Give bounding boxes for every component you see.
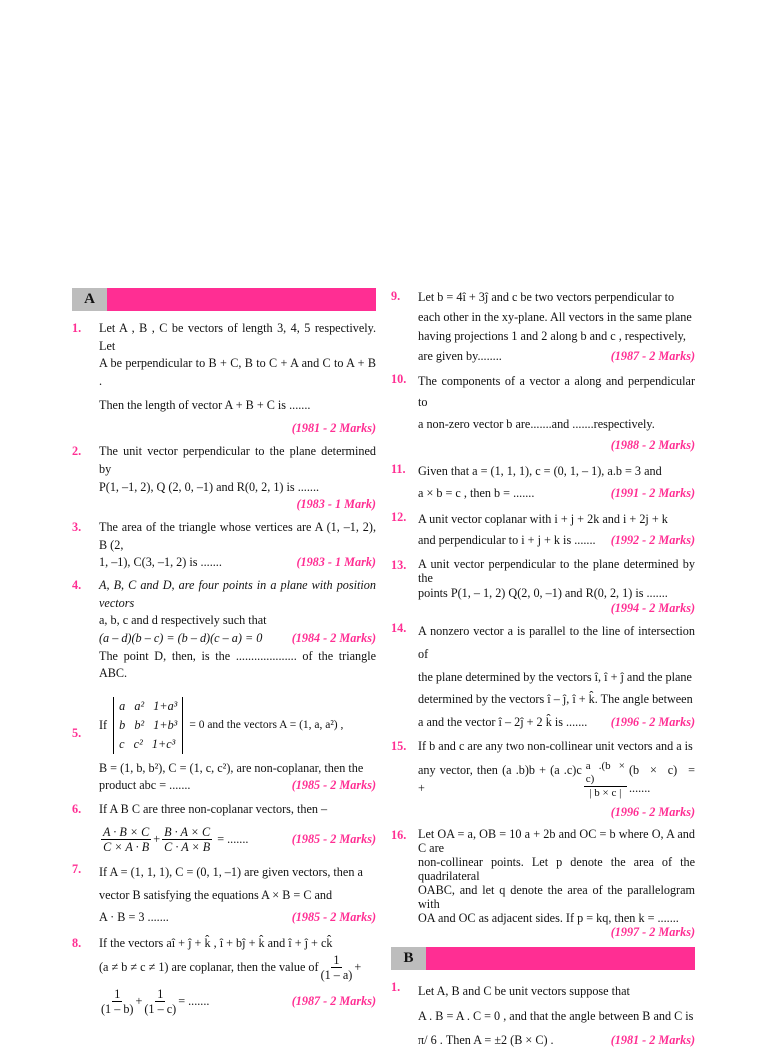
question-text: a, b, c and d respectively such that [99, 613, 267, 628]
plus-sign: + [135, 994, 143, 1009]
question-text: Then the length of vector A + B + C is ....... [99, 397, 311, 412]
fraction: $\frac{1}{(1 - a)}$ [320, 952, 353, 983]
fraction: $\frac{A \cdot B \times C}{C \times A \cdot B}$ [103, 824, 150, 855]
question-text: A be perpendicular to B + C, B to C + A and C to A + B . [99, 356, 376, 389]
marks-label: (1981 - 2 Marks) [610, 1033, 695, 1048]
question-1 [72, 320, 376, 438]
question-5 [72, 697, 376, 795]
question-9 [391, 288, 695, 366]
question-text: = ....... [217, 832, 249, 847]
fraction: $\frac{B \cdot A \times C}{C \cdot A \times B}$ [164, 824, 211, 855]
question-number: 16. [391, 828, 407, 843]
question-text: Given that a = (1, 1, 1), c = (0, 1, – 1), a.b = 3 and [418, 464, 662, 479]
plus-sign: + [354, 959, 362, 974]
marks-label: (1983 - 1 Mark) [296, 497, 376, 512]
question-4 [72, 577, 376, 683]
marks-label: (1987 - 2 Marks) [610, 348, 695, 363]
question-text: B = (1, b, b²), C = (1, c, c²), are non-coplanar, then the [99, 760, 364, 775]
question-number: 14. [391, 621, 407, 636]
question-text: 1, –1), C(3, –1, 2) is ....... [99, 555, 222, 570]
question-text: If [99, 717, 108, 732]
question-text: having projections 1 and 2 along b and c , respectively, [418, 329, 686, 344]
question-number: 1. [391, 980, 401, 995]
marks-label: (1988 - 2 Marks) [610, 438, 695, 453]
marks-label: (1985 - 2 Marks) [291, 778, 376, 793]
det-row: c c² 1+c³ [119, 736, 176, 751]
question-number: 12. [391, 510, 407, 525]
question-13 [391, 557, 695, 616]
question-text: A unit vector perpendicular to the plane determined by the [418, 556, 695, 586]
marks-label: (1983 - 1 Mark) [296, 555, 376, 570]
det-row: a a² 1+a³ [119, 699, 178, 714]
question-text: If A = (1, 1, 1), C = (0, 1, –1) are given vectors, then a [99, 865, 363, 880]
marks-label: (1984 - 2 Marks) [291, 631, 376, 645]
question-text: Let b = 4î + 3ĵ and c be two vectors perpendicular to [418, 290, 675, 304]
question-text: π/ 6 . Then A = ±2 (B × C) . [418, 1033, 554, 1048]
question-text: a × b = c , then b = ....... [418, 485, 535, 500]
question-text: The point D, then, is the .................... of the triangle ABC. [99, 648, 376, 681]
question-b1 [391, 979, 695, 1052]
marks-label: (1991 - 2 Marks) [610, 485, 695, 500]
question-text: The area of the triangle whose vertices are A (1, –1, 2), B (2, [99, 519, 376, 552]
question-15 [391, 738, 695, 822]
question-text: A . B = A . C = 0 , and that the angle between B and C is [418, 1008, 694, 1023]
question-text: product abc = ....... [99, 778, 191, 793]
question-16 [391, 827, 695, 939]
left-column [72, 288, 376, 1022]
question-text: If A B C are three non-coplanar vectors, then – [99, 802, 328, 817]
question-number: 13. [391, 557, 407, 572]
question-text: Let A, B and C be unit vectors suppose that [418, 984, 630, 999]
question-text: A · B = 3 ....... [99, 910, 169, 925]
question-text: a non-zero vector b are.......and .......respectively. [418, 416, 655, 431]
section-bar [426, 947, 695, 970]
determinant [113, 697, 183, 754]
fraction: $\frac{1}{(1 - b)}$ [101, 986, 134, 1017]
question-6 [72, 801, 376, 855]
right-column [391, 288, 695, 1058]
question-text: and perpendicular to i + j + k is ....... [418, 533, 596, 548]
question-number: 1. [72, 321, 82, 335]
question-text: OABC, and let q denote the area of the parallelogram with [418, 883, 695, 912]
question-number: 6. [72, 802, 82, 817]
question-text: The components of a vector a along and perpendicular to [418, 374, 695, 410]
question-text: any vector, then (a .b)b + (a .c)c + [418, 763, 582, 796]
question-7 [72, 861, 376, 929]
section-bar [107, 288, 376, 311]
question-text: The unit vector perpendicular to the plane determined by [99, 444, 376, 476]
question-number: 7. [72, 862, 82, 877]
plus-sign: + [153, 832, 161, 847]
question-text: non-collinear points. Let p denote the area of the quadrilateral [418, 855, 695, 884]
marks-label: (1987 - 2 Marks) [291, 994, 376, 1009]
question-8 [72, 935, 376, 1017]
question-text: (b × c) = ....... [628, 763, 695, 796]
fraction: $\frac{a .(b \times c)}{| b \times c |}$ [585, 759, 625, 800]
question-number: 3. [72, 519, 82, 534]
question-text: OA and OC as adjacent sides. If p = kq, then k = ....... [418, 911, 679, 926]
question-text: (a ≠ b ≠ c ≠ 1) are coplanar, then the value of [99, 959, 319, 974]
det-row: b b² 1+b³ [119, 717, 178, 732]
section-letter: B [391, 947, 426, 970]
marks-label: (1996 - 2 Marks) [610, 805, 695, 820]
equation: (a – d)(b – c) = (b – d)(c – a) = 0 [99, 631, 263, 645]
question-12 [391, 509, 695, 552]
question-text: determined by the vectors î – ĵ, î + k̂. The angle between [418, 692, 693, 707]
question-text: vector B satisfying the equations A × B = C and [99, 887, 333, 902]
marks-label: (1994 - 2 Marks) [610, 600, 695, 615]
marks-label: (1997 - 2 Marks) [610, 925, 695, 940]
question-text: the plane determined by the vectors î, î + ĵ and the plane [418, 669, 692, 684]
section-a-header [72, 288, 376, 311]
question-text: Let A , B , C be vectors of length 3, 4, 5 respectively. Let [99, 321, 376, 353]
question-text: are given by........ [418, 348, 502, 363]
question-3 [72, 519, 376, 572]
question-text: A, B, C and D, are four points in a plane with position vectors [99, 577, 376, 610]
question-number: 10. [391, 372, 407, 387]
question-number: 15. [391, 739, 407, 754]
question-text: points P(1, – 1, 2) Q(2, 0, –1) and R(0, 2, 1) is ....... [418, 586, 668, 601]
question-number: 2. [72, 444, 82, 459]
question-number: 11. [391, 462, 406, 477]
question-11 [391, 461, 695, 504]
question-text: A unit vector coplanar with i + j + 2k and i + 2j + k [418, 512, 668, 527]
marks-label: (1985 - 2 Marks) [291, 832, 376, 847]
question-text: = ....... [178, 994, 210, 1009]
question-text: Let OA = a, OB = 10 a + 2b and OC = b where O, A and C are [418, 827, 695, 856]
fraction: $\frac{1}{(1 - c)}$ [144, 986, 177, 1017]
marks-label: (1992 - 2 Marks) [610, 533, 695, 548]
question-2 [72, 443, 376, 514]
question-text: each other in the xy-plane. All vectors in the same plane [418, 309, 692, 324]
question-text: A nonzero vector a is parallel to the line of intersection of [418, 624, 695, 661]
marks-label: (1981 - 2 Marks) [291, 421, 376, 436]
question-number: 9. [391, 289, 401, 303]
question-14 [391, 620, 695, 733]
marks-label: (1996 - 2 Marks) [610, 714, 695, 729]
question-text: If b and c are any two non-collinear unit vectors and a is [418, 739, 693, 754]
question-text: a and the vector î – 2ĵ + 2 k̂ is ....... [418, 714, 588, 729]
question-10 [391, 371, 695, 456]
question-text: P(1, –1, 2), Q (2, 0, –1) and R(0, 2, 1) is ....... [99, 479, 320, 494]
section-letter: A [72, 288, 107, 311]
question-number: 8. [72, 935, 82, 950]
marks-label: (1985 - 2 Marks) [291, 910, 376, 925]
question-text: = 0 and the vectors A = (1, a, a²) , [189, 719, 344, 732]
question-text: If the vectors aî + ĵ + k̂ , î + bĵ + k̂ and î + ĵ + ck̂ [99, 935, 333, 950]
question-number: 5. [72, 726, 82, 741]
section-b-header [391, 947, 695, 970]
question-number: 4. [72, 577, 82, 592]
